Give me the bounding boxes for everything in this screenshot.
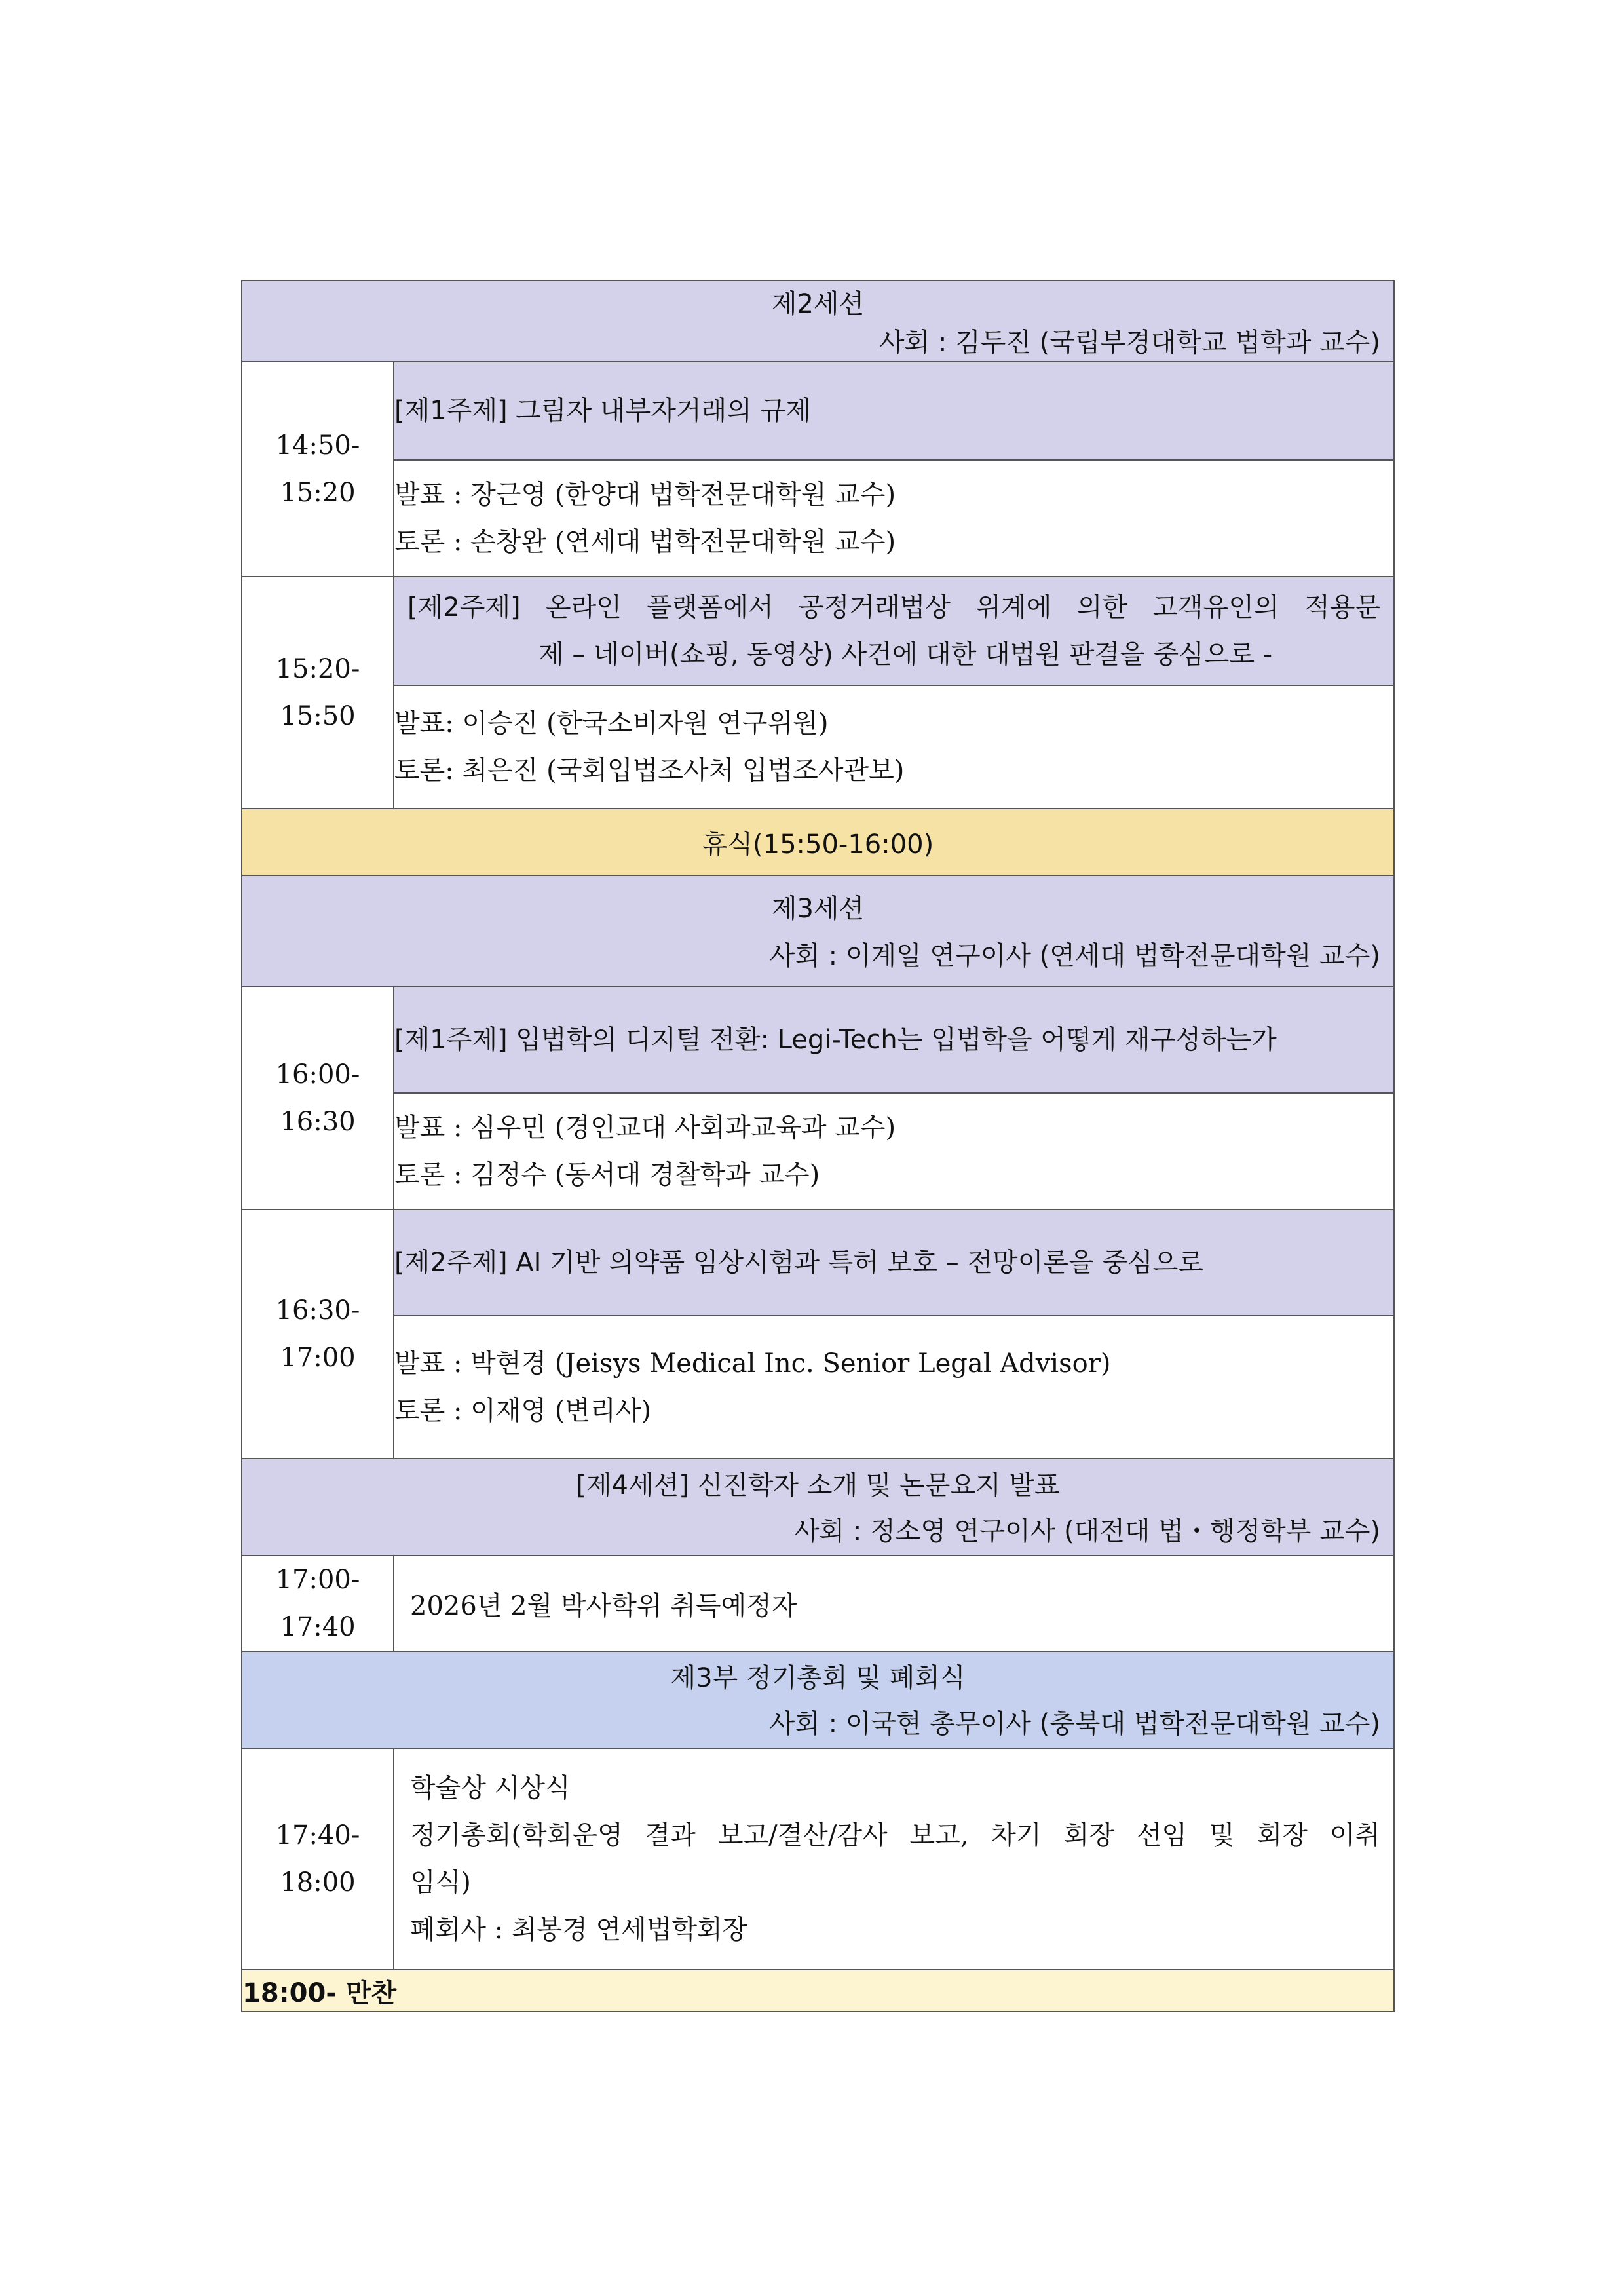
part3-header <box>242 1651 1394 1748</box>
dinner-row <box>242 1970 1394 2012</box>
time-end: 17:40 <box>280 1612 356 1642</box>
session4-row <box>242 1556 1394 1651</box>
session3-item1-topic: [제1주제] 입법학의 디지털 전환: Legi-Tech는 입법학을 어떻게 재구성하는가 <box>394 987 1394 1093</box>
session3-title: 제3세션 <box>771 894 865 924</box>
program-schedule-table <box>241 280 1395 2012</box>
session3-item2-topic: [제2주제] AI 기반 의약품 임상시험과 특허 보호 – 전망이론을 중심으로 <box>394 1210 1394 1316</box>
session4-content: 2026년 2월 박사학위 취득예정자 <box>394 1556 1394 1651</box>
session2-item2-topic <box>394 577 1394 685</box>
session2-item2-people <box>394 685 1394 809</box>
time-end: 18:00 <box>280 1867 356 1898</box>
award-ceremony: 학술상 시상식 <box>410 1773 571 1803</box>
session3-item1-people <box>394 1093 1394 1210</box>
time-start: 15:20- <box>275 654 360 684</box>
part3-row <box>242 1748 1394 1970</box>
break-label: 휴식(15:50-16:00) <box>242 809 1394 875</box>
session2-item2-topic-row <box>242 577 1394 685</box>
general-meeting-line1: 정기총회(학회운영 결과 보고/결산/감사 보고, 차기 회장 선임 및 회장 이취 <box>410 1820 1380 1850</box>
session2-item1-people-row <box>242 460 1394 577</box>
session3-item2-people-row <box>242 1316 1394 1459</box>
presenter: 발표 : 박현경 (Jeisys Medical Inc. Senior Legal Advisor) <box>394 1349 1111 1379</box>
presenter: 발표: 이승진 (한국소비자원 연구위원) <box>394 708 829 738</box>
session3-item2-time <box>242 1210 394 1459</box>
part3-title: 제3부 정기총회 및 폐회식 <box>670 1663 966 1693</box>
session2-item1-topic-row <box>242 362 1394 460</box>
part3-moderator: 사회 : 이국현 총무이사 (충북대 법학전문대학원 교수) <box>769 1709 1380 1739</box>
session2-item2-time <box>242 577 394 809</box>
presenter: 발표 : 장근영 (한양대 법학전문대학원 교수) <box>394 480 896 510</box>
session2-header <box>242 280 1394 362</box>
session3-item2-topic-row <box>242 1210 1394 1316</box>
time-start: 16:00- <box>275 1060 360 1090</box>
session2-header-row <box>242 280 1394 362</box>
session4-moderator: 사회 : 정소영 연구이사 (대전대 법・행정학부 교수) <box>793 1516 1380 1546</box>
time-end: 16:30 <box>280 1107 356 1137</box>
time-start: 16:30- <box>275 1295 360 1326</box>
session2-moderator: 사회 : 김두진 (국립부경대학교 법학과 교수) <box>878 328 1380 358</box>
time-end: 15:50 <box>280 701 356 731</box>
session2-item1-time <box>242 362 394 577</box>
break-row <box>242 809 1394 875</box>
part3-content <box>394 1748 1394 1970</box>
session3-header-row <box>242 875 1394 987</box>
discussant: 토론 : 김정수 (동서대 경찰학과 교수) <box>394 1160 820 1190</box>
session2-title: 제2세션 <box>771 289 865 319</box>
session4-header-row <box>242 1459 1394 1556</box>
session3-item2-people <box>394 1316 1394 1459</box>
closing-address: 폐회사 : 최봉경 연세법학회장 <box>410 1915 748 1945</box>
session3-moderator: 사회 : 이계일 연구이사 (연세대 법학전문대학원 교수) <box>769 941 1380 971</box>
session3-header <box>242 875 1394 987</box>
general-meeting-line2: 임식) <box>410 1867 471 1898</box>
part3-header-row <box>242 1651 1394 1748</box>
session3-item1-people-row <box>242 1093 1394 1210</box>
part3-time <box>242 1748 394 1970</box>
topic-line2: 제 – 네이버(쇼핑, 동영상) 사건에 대한 대법원 판결을 중심으로 - <box>538 640 1273 670</box>
time-end: 17:00 <box>280 1343 356 1373</box>
discussant: 토론 : 이재영 (변리사) <box>394 1396 651 1426</box>
dinner-label: 18:00- 만찬 <box>242 1970 1394 2012</box>
time-start: 17:00- <box>275 1565 360 1595</box>
time-start: 17:40- <box>275 1820 360 1850</box>
session3-item1-time <box>242 987 394 1210</box>
discussant: 토론 : 손창완 (연세대 법학전문대학원 교수) <box>394 527 896 557</box>
session4-header <box>242 1459 1394 1556</box>
session2-item2-people-row <box>242 685 1394 809</box>
session4-title: [제4세션] 신진학자 소개 및 논문요지 발표 <box>576 1470 1060 1501</box>
session3-item1-topic-row <box>242 987 1394 1093</box>
session2-item1-people <box>394 460 1394 577</box>
topic-line1: [제2주제] 온라인 플랫폼에서 공정거래법상 위계에 의한 고객유인의 적용문 <box>407 592 1380 622</box>
presenter: 발표 : 심우민 (경인교대 사회과교육과 교수) <box>394 1113 896 1143</box>
session2-item1-topic: [제1주제] 그림자 내부자거래의 규제 <box>394 362 1394 460</box>
time-start: 14:50- <box>275 430 360 461</box>
time-end: 15:20 <box>280 478 356 508</box>
discussant: 토론: 최은진 (국회입법조사처 입법조사관보) <box>394 756 905 786</box>
session4-time <box>242 1556 394 1651</box>
